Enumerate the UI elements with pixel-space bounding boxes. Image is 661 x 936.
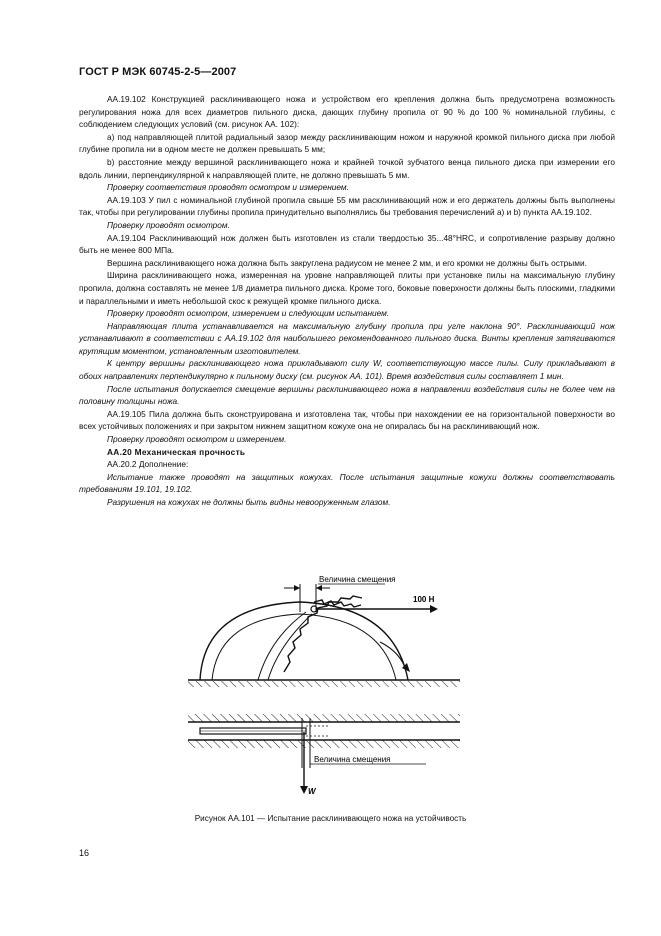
- paragraph: АА.20.2 Дополнение:: [107, 459, 189, 470]
- offset-label-top: Величина смещения: [319, 575, 396, 584]
- paragraph: Проверку проводят осмотром, измерением и следующим испытанием.: [107, 308, 390, 319]
- paragraph: Направляющая плита устанавливается на максимальную глубину пропила при угле наклона 90°. Расклинивающий нож устанавливают в соответствии с АА.19.102 для наибольшего рекомендованного пильного диска. Винты крепления затягиваются крутящим моментом, установленным изготовителем.: [79, 320, 615, 356]
- figure-drawing: [180, 572, 470, 804]
- paragraph: Испытание также проводят на защитных кожухах. После испытания защитные кожухи должны соответствовать требованиям 19.101, 19.102.: [79, 471, 615, 495]
- paragraph: AA.19.105 Пила должна быть сконструирована и изготовлена так, чтобы при нахождении ее на горизонтальной поверхности во всех устойчивых положениях и при закрытом нижнем защитном кожухе она не опиралась бы на расклинивающий нож.: [79, 408, 615, 432]
- paragraph: К центру вершины расклинивающего ножа прикладывают силу W, соответствующую массе пилы. Силу прикладывают в обоих направлениях перпендикулярно к пильному диску (см. рисунок АА. 101). Время воздействия силы составляет 1 мин.: [79, 358, 615, 382]
- figure-caption: Рисунок АА.101 — Испытание расклинивающего ножа на устойчивость: [194, 814, 467, 823]
- paragraph: Проверку проводят осмотром и измерением.: [107, 434, 287, 445]
- paragraph: AA.19.104 Расклинивающий нож должен быть изготовлен из стали твердостью 35...48°HRC, и сопротивление разрыву должно быть не менее 800 МПа.: [79, 232, 615, 256]
- side-view: [188, 714, 460, 796]
- body-text: [79, 93, 615, 509]
- paragraph: Вершина расклинивающего ножа должна быть закруглена радиусом не менее 2 мм, и его кромки не должны быть острыми.: [107, 257, 587, 268]
- paragraph: b) расстояние между вершиной расклинивающего ножа и крайней точкой зубчатого венца пильного диска при измерении его вдоль линии, перпендикулярной к направляющей плите, не должно превышать 5 мм.: [79, 156, 615, 180]
- paragraph: Ширина расклинивающего ножа, измеренная на уровне направляющей плиты при установке пилы на максимальную глубину пропила, должна составлять не менее 1/8 диаметра пильного диска. Кроме того, боковые поверхности должны быть плоскими, гладкими и параллельными и иметь небольшой скос к режущей кромке пильного диска.: [79, 270, 615, 306]
- section-heading: АА.20 Механическая прочность: [107, 446, 246, 457]
- document-header: ГОСТ Р МЭК 60745-2-5—2007: [79, 66, 237, 78]
- page-number: 16: [79, 848, 90, 858]
- paragraph: Разрушения на кожухах не должны быть видны невооруженным глазом.: [107, 497, 391, 507]
- paragraph: После испытания допускается смещение вершины расклинивающего ножа в направлении воздействия силы не более чем на половину толщины ножа.: [79, 383, 615, 407]
- paragraph: Проверку соответствия проводят осмотром и измерением.: [107, 182, 349, 193]
- offset-label-bottom: Величина смещения: [314, 755, 391, 764]
- paragraph: AA.19.103 У пил с номинальной глубиной пропила свыше 55 мм расклинивающий нож и его держатель должны быть выполнены так, чтобы при регулировании глубины пропила принудительно выполнялись бы требования перечислений а) и b) пункта АА.19.102.: [79, 194, 615, 218]
- paragraph: Проверку проводят осмотром.: [107, 219, 230, 230]
- top-view: [188, 575, 460, 687]
- force-label: 100 Н: [413, 595, 435, 604]
- weight-label: W: [308, 787, 316, 796]
- figure-aa101: [180, 572, 470, 804]
- paragraph: AA.19.102 Конструкцией расклинивающего ножа и устройством его крепления должна быть предусмотрена возможность регулирования ножа для всех диаметров пильного диска, дающих глубину пропила от 90 % до 100 % номинальной глубины, с соблюдением следующих условий (см. рисунок АА. 102):: [79, 94, 615, 130]
- paragraph: a) под направляющей плитой радиальный зазор между расклинивающим ножом и наружной кромкой пильного диска при любой глубине пропила ни в одном месте не должен превышать 5 мм;: [79, 131, 615, 155]
